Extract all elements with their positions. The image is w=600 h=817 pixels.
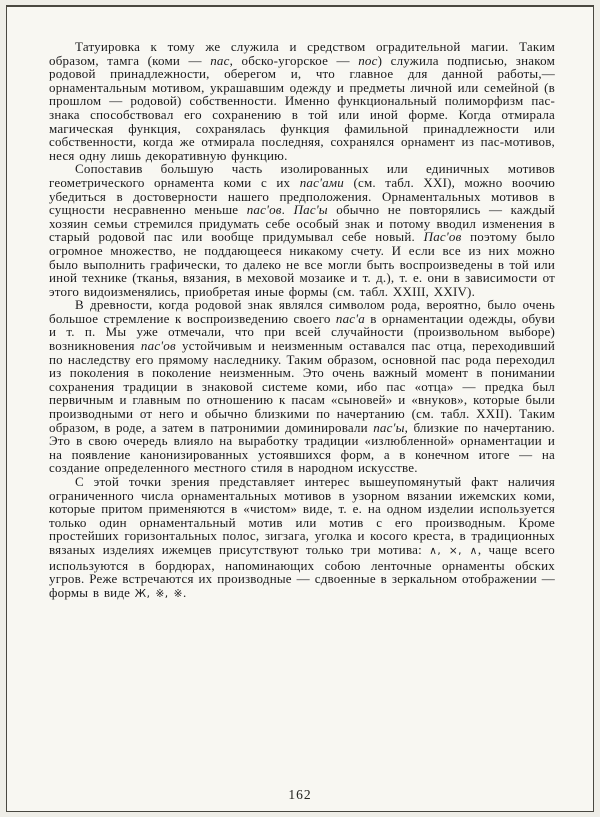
page-number: 162 [288,787,312,802]
paragraph [49,475,555,601]
paragraph-text: С этой точки зрения представляет интерес вышеупомянутый факт наличия ограниченного числа орнаментальных мотивов в узорном вязании ижемских коми, которые притом применяются в «чистом» виде, т. е. на одном изделии используется только один орнаментальный мотив или мотив с его производным. Кроме простейших горизонтальных полос, зигзага, уголка и косого креста, в традиционных вязаных изделиях ижемцев присутствуют только три мотива: [49,474,555,557]
paragraph-text: , близкие по начертанию. Это в свою очередь влияло на выработку традиции «излюбленной» орнаментации и на появление канонизированных устоявшихся форм, а в конечном итоге — на создание определенного местного стиля в народном искусстве. [49,419,555,476]
paragraph-text: пас'ы [373,419,405,435]
motif-symbols: Ж, ※, ※ [134,587,183,600]
paragraph-text: Пас'ов [423,229,462,245]
paragraph-text: . [182,584,187,600]
paragraph-text: поэтому было огромное множество, не поддающееся никакому счету. И если все из них можно было выполнить графически, то далеко не все могли быть воспроизведены в той или иной технике (тканья, вязания, в меховой мозаике и т. д.), т. е. они в зависимости от этого видоизменялись, приобретая иные формы (см. табл. XXIII, XXIV). [49,229,555,299]
paragraph-text: В древности, когда родовой знак являлся символом рода, вероятно, было очень большое стремление к воспроизведению своего [49,297,555,326]
paragraph-text: (см. табл. XXI), можно воочию убедиться в достоверности нашего предположения. Орнаментальных мотивов в сущности несравненно меньше [49,174,555,218]
paragraph [49,40,555,162]
motif-symbols: ∧, ×, ∧ [429,544,478,557]
paragraph-text: Пас'ы [293,202,328,218]
paragraph-text: пас'а [335,310,365,326]
paragraph-text: Татуировка к тому же служила и средством оградительной магии. Таким образом, тамга (коми — [49,39,555,68]
paragraph-text: , чаще всего используются в бордюрах, напоминающих собою ленточные орнаменты обских угров. Реже встречаются их производные — сдвоенные в зеркальном отображении — формы в виде [49,541,555,600]
paragraph-text: пас'ов [246,202,282,218]
paragraph [49,298,555,475]
paragraph-text: обычно не повторялись — каждый хозяин семьи стремился придумать себе особый знак и потому вводил изменения в старый родовой пас или вообще придумывал себе новый. [49,202,555,245]
paragraph-text: ) служила подписью, знаком родовой принадлежности, оберегом и, что главное для данной работы,— орнаментальным мотивом, украшавшим одежду и предметы личной или семейной (в прошлом — родовой) собственности. Именно функциональный полиморфизм пас-знака способствовал его сохранению в той или иной форме. Когда отмирала магическая функция, сохранялась функция фамильной принадлежности или собственности, когда же отмирала последняя, сохранялся орнамент из пас-мотивов, неся одну лишь декоративную функцию. [49,52,555,163]
paragraph [49,162,555,298]
paragraph-text: пос [358,52,378,68]
paragraph-text: в орнаментации одежды, обуви и т. п. Мы уже отмечали, что при всей случайности (произвольном выборе) возникновения [49,310,555,354]
paragraph-text: пас'ами [299,174,344,190]
paragraph-text: устойчивым и неизменным оставался пас отца, переходивший по наследству его прямому наследнику. Таким образом, основной пас рода переходил из поколения в поколение неизменным. Это очень важный момент в понимании сохранения традиции в знаковой системе коми, ибо пас «отца» — предка был первичным и главным по отношению к пасам «сыновей» и «внуков», которые были производными от него и обычно близкими по начертанию (см. табл. XXII). Таким образом, в роде, а затем в патронимии доминировали [49,338,555,435]
paragraph-text: , обско-угорское — [229,52,359,68]
paragraph-text: . [281,202,294,218]
page-text [49,40,555,601]
paragraph-text: пас'ов [140,338,176,354]
paragraph-text: пас [210,52,230,68]
paragraph-text: Сопоставив большую часть изолированных или единичных мотивов геометрического орнамента коми с их [49,161,555,190]
